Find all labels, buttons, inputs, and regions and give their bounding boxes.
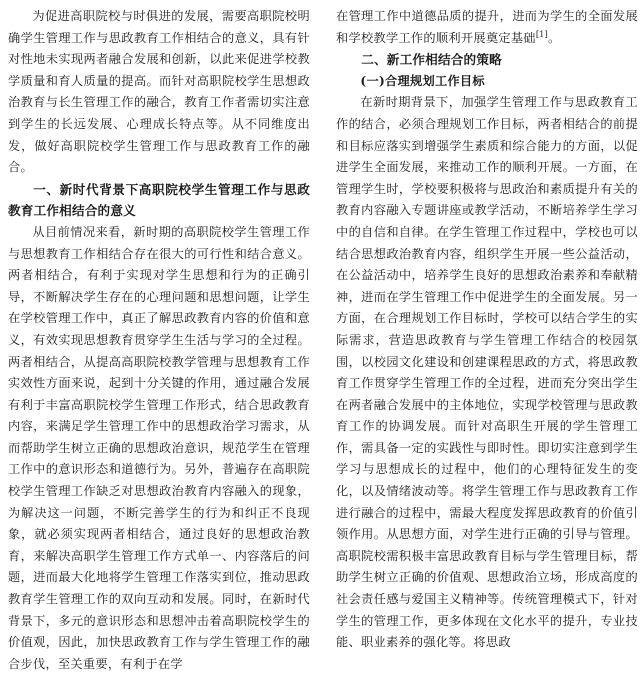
continued-paragraph-text: 在管理工作中道德品质的提升，进而为学生的全面发展和学校教学工作的顺利开展奠定基础 — [336, 9, 638, 45]
section-1-heading: 一、新时代背景下高职院校学生管理工作与思政教育工作相结合的意义 — [8, 181, 310, 219]
continued-paragraph-end: 。 — [548, 30, 561, 45]
subsection-1-heading: (一)合理规划工作目标 — [360, 73, 485, 88]
section-2-heading: 二、新工作相结合的策略 — [361, 52, 502, 68]
left-column — [8, 6, 310, 675]
right-column — [336, 6, 638, 654]
continued-paragraph — [336, 6, 638, 49]
section-2-paragraph: 在新时期背景下，加强学生管理工作与思政教育工作的结合，必须合理规划工作目标，两者相结合的前提和目标应落实到增强学生素质和综合能力的方面，以促进学生全面发展，来推动工作的顺利开展。一方面，在管理学生时，学校要积极将与思政治和素质提升有关的教育内容融入专题讲座或教学活动，不断培养学生学习中的自信和自律。在学生管理工作过程中，学校也可以结合思想政治教育内容，组织学生开展一些公益活动，在公益活动中，培养学生良好的思想政治素养和奉献精神，进而在学生管理工作中促进学生的全面发展。另一方面，在合理规划工作目标时，学校可以结合学生的实际需求，营造思政教育与学生管理工作结合的校园氛围，以校园文化建设和创建课程思政的方式，将思政教育工作贯穿学生管理工作的全过程，进而充分突出学生在两者融合发展中的主体地位，实现学校管理与思政教育工作的协调发展。而针对高职生开展的学生管理工作，需具备一定的实践性与即时性。即切实注意到学生学习与思想成长的过程中，他们的心理特征发生的变化，以及情绪波动等。将学生管理工作与思政教育工作进行融合的过程中，需最大程度发挥思政教育的价值引领作用。从思想方面，对学生进行正确的引导与管理。高职院校需积极丰富思政教育目标与学生管理目标，帮助学生树立正确的价值观、思想政治立场，形成高度的社会责任感与爱国主义精神等。传统管理模式下，针对学生的管理工作，更多体现在文化水平的提升，专业技能、职业素养的强化等。将思政 — [336, 95, 638, 650]
intro-paragraph: 为促进高职院校与时俱进的发展，需要高职院校明确学生管理工作与思政教育工作相结合的意义，具有针对性地未实现两者融合发展和创新，以此来促进学校教学质量和育人质量的提高。而针对高职院校学生思想政治教育与长生管理工作的融合，教育工作者需切实注意到学生的长远发展、心理成长特点等。从不同维度出发，做好高职院校学生管理工作与思政教育工作的融合。 — [8, 9, 310, 175]
section-1-paragraph: 从目前情况来看，新时期的高职院校学生管理工作与思想教育工作相结合存在很大的可行性和结合意义。两者相结合，有利于实现对学生思想和行为的正确引导，不断解决学生存在的心理问题和思想问题，让学生在学校管理工作中，真正了解思政教育内容的价值和意义，有效实现思想教育贯穿学生生活与学习的全过程。两者相结合，从提高高职院校教学管理与思想教育工作实效性方面来说，起到十分关键的作用，通过融合发展有利于丰富高职院校学生管理工作形式，结合思政教育内容，来满足学生管理工作中的思想政治学习需求，从而帮助学生树立正确的思想政治意识，规范学生在管理工作中的意识形态和道德行为。另外，普遍存在高职院校学生管理工作缺乏对思想政治教育内容融入的现象，为解决这一问题，不断完善学生的行为和纠正不良现象，就必须实现两者相结合，通过良好的思想政治教育，来解决高职学生管理工作方式单一、内容落后的问题，进而最大化地将学生管理工作落实到位，推动思政教育学生管理工作的双向互动和发展。同时，在新时代背景下，多元的意识形态和思想冲击着高职院校学生的价值观，因此，加快思政教育工作与学生管理工作的融合步伐，至关重要，有利于在学 — [8, 224, 310, 671]
citation-marker: [1] — [535, 29, 549, 39]
